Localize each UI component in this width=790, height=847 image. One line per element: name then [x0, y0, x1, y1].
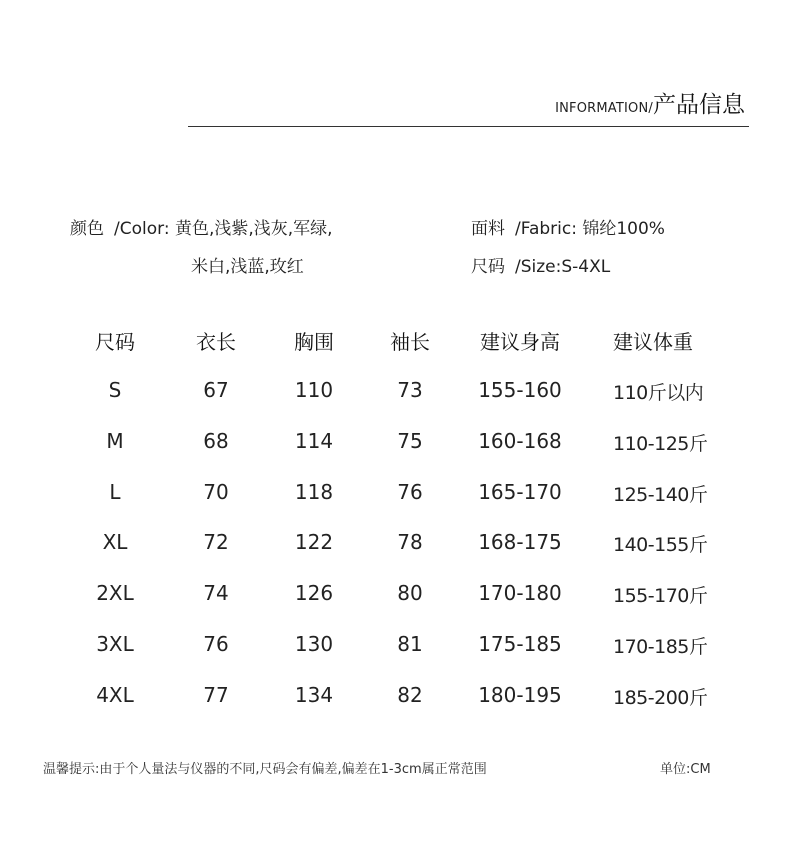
cell-weight: 110-125斤 [613, 432, 708, 455]
cell-height: 165-170 [478, 479, 562, 504]
page-title-cn: 产品信息 [653, 92, 745, 118]
cell-chest: 114 [294, 428, 334, 453]
cell-height: 180-195 [478, 682, 562, 707]
cell-height: 155-160 [478, 378, 562, 402]
cell-length: 68 [203, 428, 229, 453]
fabric-label-en: /Fabric: [515, 219, 577, 239]
cell-length: 70 [203, 479, 229, 504]
header-size: 尺码 [95, 330, 135, 354]
cell-chest: 134 [294, 682, 334, 707]
cell-length: 72 [203, 530, 229, 555]
cell-weight: 185-200斤 [613, 686, 708, 709]
cell-weight: 125-140斤 [613, 483, 708, 506]
cell-sleeve: 73 [397, 378, 423, 402]
table-row [60, 632, 750, 672]
cell-length: 74 [203, 581, 229, 606]
color-info [70, 214, 333, 239]
table-row [60, 581, 750, 621]
table-row [60, 530, 750, 570]
cell-size: S [108, 378, 122, 402]
size-tip-note: 温馨提示:由于个人量法与仪器的不同,尺码会有偏差,偏差在1-3cm属正常范围 [43, 762, 487, 777]
fabric-info [471, 214, 665, 239]
cell-size: 4XL [96, 682, 134, 707]
header-length: 衣长 [196, 330, 236, 354]
header [188, 82, 749, 127]
page-title-en: INFORMATION/ [555, 101, 653, 116]
table-row [60, 683, 750, 723]
cell-sleeve: 78 [397, 530, 423, 555]
cell-size: M [106, 428, 124, 453]
size-label-en: /Size:S-4XL [515, 257, 611, 277]
color-label: 颜色 [70, 219, 104, 239]
cell-height: 160-168 [478, 428, 562, 453]
fabric-label: 面料 [471, 219, 505, 239]
cell-length: 67 [203, 378, 229, 402]
cell-chest: 122 [294, 530, 334, 555]
cell-height: 170-180 [478, 581, 562, 606]
cell-size: L [109, 479, 121, 504]
table-row [60, 378, 750, 418]
cell-height: 175-185 [478, 632, 562, 656]
cell-chest: 110 [294, 378, 334, 402]
color-label-en: /Color: [114, 219, 170, 239]
table-row [60, 429, 750, 469]
cell-length: 77 [203, 682, 229, 707]
size-label: 尺码 [471, 257, 505, 277]
cell-sleeve: 75 [397, 428, 423, 453]
cell-weight: 155-170斤 [613, 585, 708, 608]
cell-sleeve: 81 [397, 632, 423, 656]
header-weight: 建议体重 [613, 330, 693, 354]
cell-size: XL [102, 530, 128, 555]
size-info [471, 252, 610, 277]
cell-sleeve: 80 [397, 581, 423, 606]
cell-sleeve: 82 [397, 682, 423, 707]
header-chest: 胸围 [294, 330, 334, 354]
cell-sleeve: 76 [397, 479, 423, 504]
cell-length: 76 [203, 632, 229, 656]
cell-weight: 140-155斤 [613, 534, 708, 557]
unit-label: 单位:CM [660, 762, 711, 777]
color-values-line1: 黄色,浅紫,浅灰,军绿, [174, 219, 333, 239]
cell-chest: 130 [294, 632, 334, 656]
cell-weight: 170-185斤 [613, 636, 708, 658]
table-row [60, 480, 750, 520]
table-header-row [60, 326, 750, 366]
cell-weight: 110斤以内 [613, 382, 704, 404]
header-sleeve: 袖长 [390, 330, 430, 354]
cell-height: 168-175 [478, 530, 562, 555]
cell-chest: 126 [294, 581, 334, 606]
color-values-line2: 米白,浅蓝,玫红 [191, 257, 304, 277]
fabric-value: 锦纶100% [582, 219, 665, 239]
cell-size: 3XL [96, 632, 134, 656]
cell-chest: 118 [294, 479, 334, 504]
header-height: 建议身高 [480, 330, 560, 354]
page-title [555, 86, 745, 119]
cell-size: 2XL [96, 581, 134, 606]
